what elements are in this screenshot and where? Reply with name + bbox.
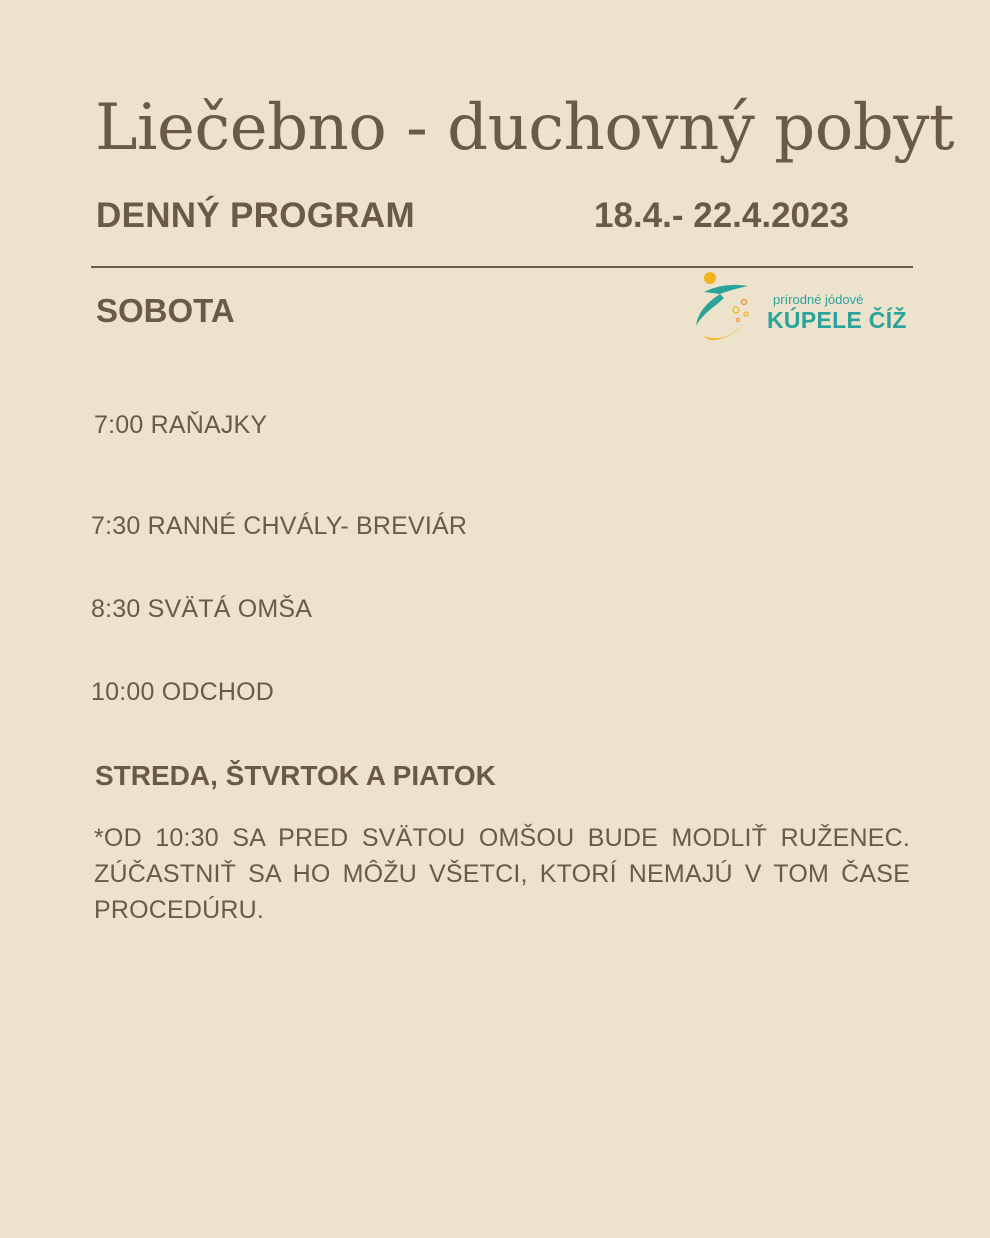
logo-bubble bbox=[733, 307, 739, 313]
schedule-item: 7:00 RAŇAJKY bbox=[94, 411, 268, 439]
logo-arms bbox=[704, 285, 748, 294]
rosary-note: *OD 10:30 SA PRED SVÄTOU OMŠOU BUDE MODLIŤ RUŽENEC. ZÚČASTNIŤ SA HO MÔŽU VŠETCI, KTORÍ NEMAJÚ V TOM ČASE PROCEDÚRU. bbox=[94, 824, 910, 924]
spa-logo bbox=[690, 270, 910, 350]
schedule-item: 10:00 ODCHOD bbox=[91, 678, 275, 706]
weekday-section-heading: STREDA, ŠTVRTOK A PIATOK bbox=[95, 760, 496, 791]
divider bbox=[91, 266, 913, 268]
logo-bubble bbox=[744, 312, 748, 316]
day-heading: SOBOTA bbox=[96, 292, 235, 329]
program-heading: DENNÝ PROGRAM bbox=[96, 196, 415, 235]
logo-tagline: prírodné jódové bbox=[773, 292, 864, 307]
logo-name: KÚPELE ČÍŽ bbox=[767, 307, 907, 333]
spa-logo-icon bbox=[690, 270, 770, 350]
logo-body bbox=[696, 294, 724, 326]
logo-wave bbox=[704, 324, 744, 340]
logo-bubble bbox=[742, 300, 747, 305]
schedule-item: 8:30 SVÄTÁ OMŠA bbox=[91, 595, 313, 623]
schedule-item: 7:30 RANNÉ CHVÁLY- BREVIÁR bbox=[91, 512, 468, 540]
logo-bubble bbox=[736, 318, 739, 321]
program-dates: 18.4.- 22.4.2023 bbox=[594, 196, 849, 235]
page-title: Liečebno - duchovný pobyt bbox=[95, 91, 955, 165]
logo-head bbox=[704, 272, 716, 284]
